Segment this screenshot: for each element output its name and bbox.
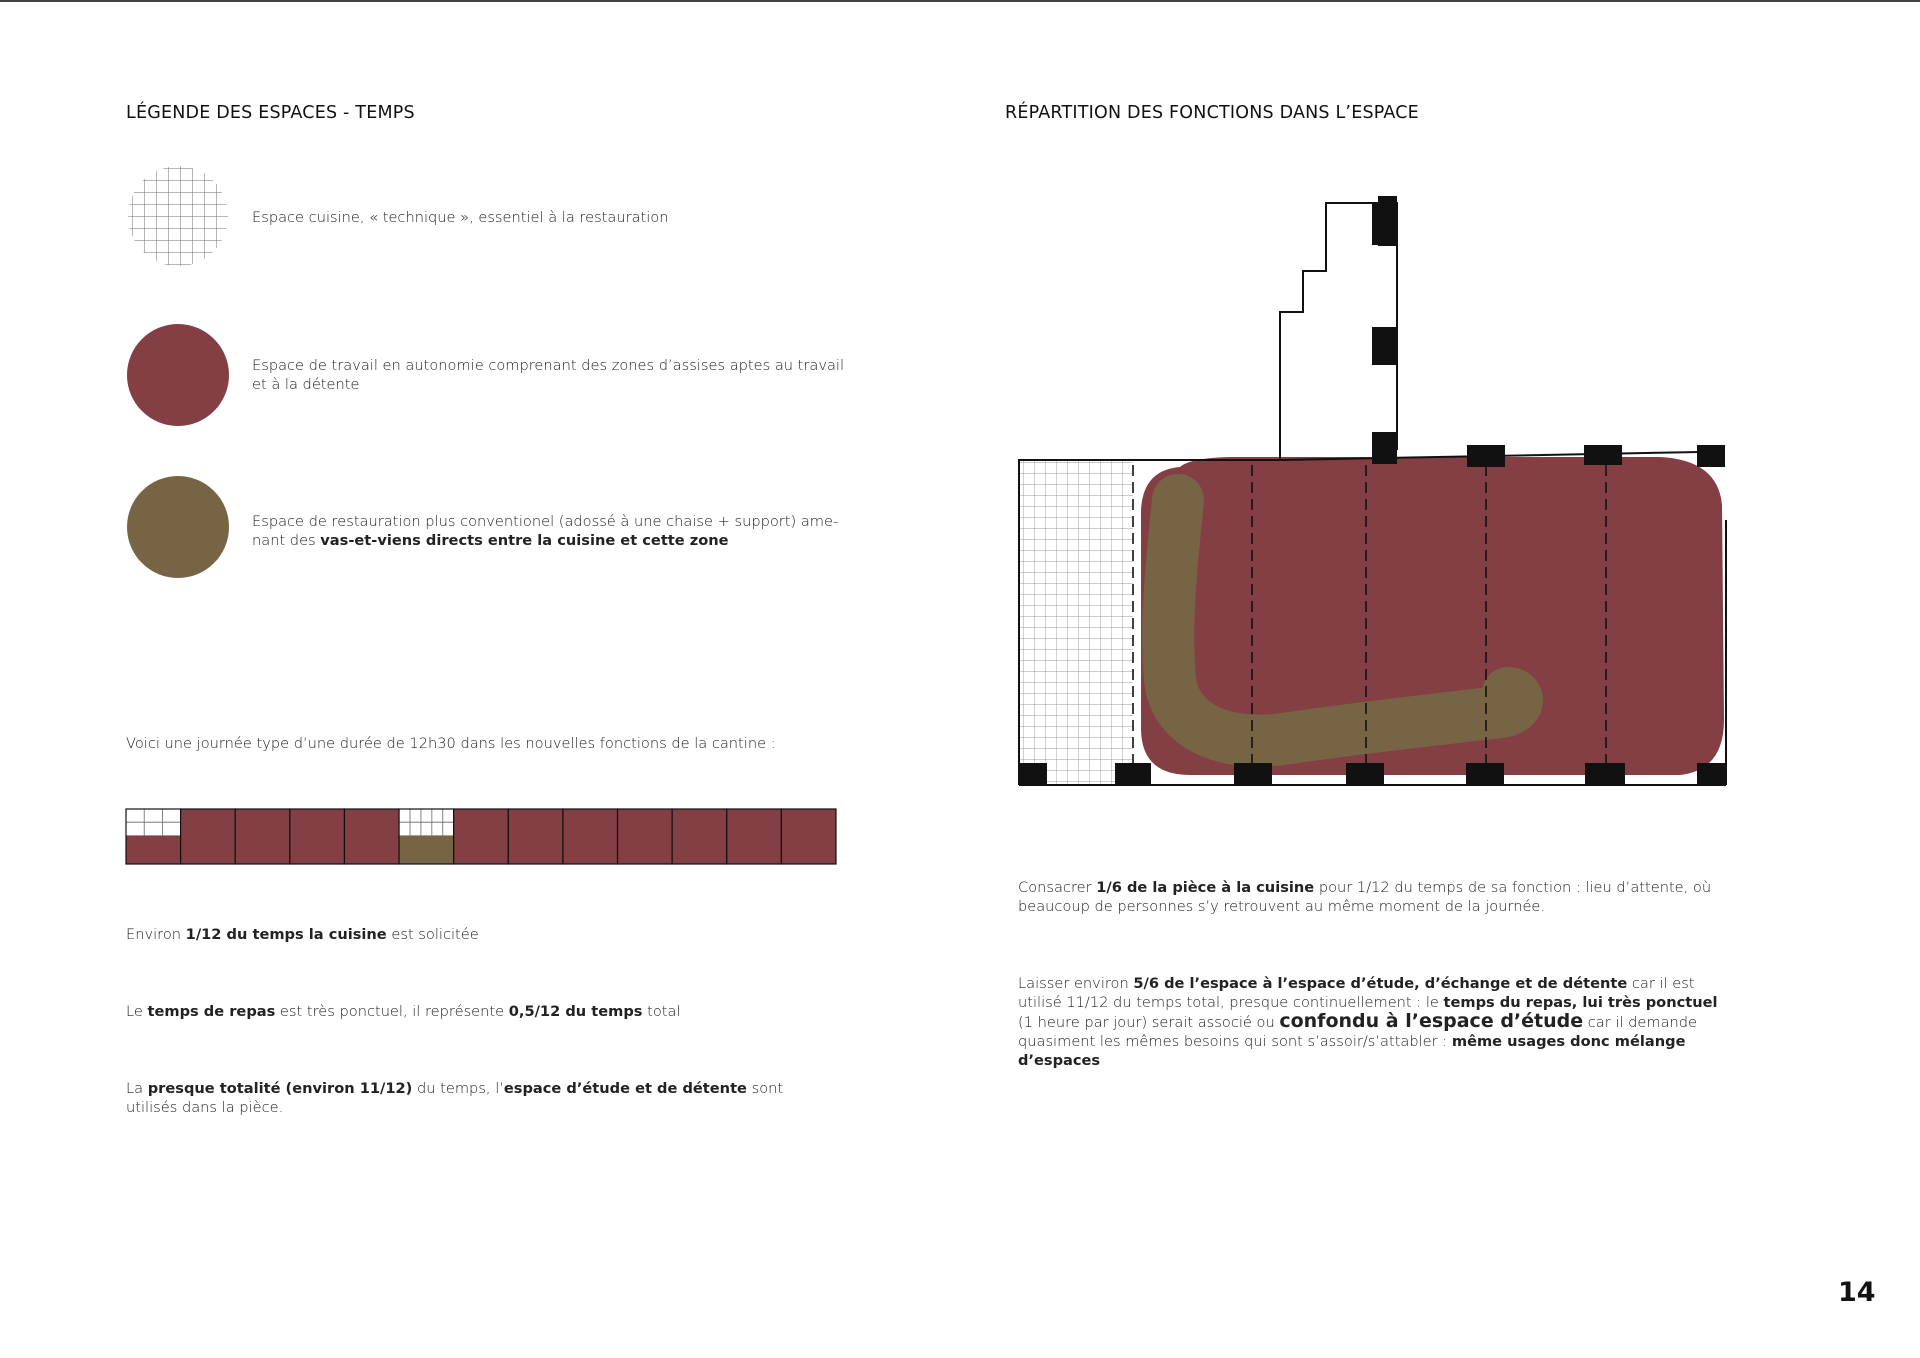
- timeline-slot: [181, 809, 236, 864]
- legend-dining-text: Espace de restauration plus conventionel (adossé à une chaise + support) ame-nant des vas-et-viens directs entre la cuisine et cette zone: [252, 513, 839, 549]
- dining-space-circle-icon: [127, 476, 229, 578]
- timeline-slot: [399, 809, 454, 864]
- timeline-intro: Voici une journée type d’une durée de 12h30 dans les nouvelles fonctions de la cantine :: [126, 735, 776, 752]
- timeline-slot: [672, 809, 727, 864]
- page-number: 14: [1838, 1277, 1876, 1308]
- floor-plan: [1019, 196, 1726, 785]
- timeline-slot: [727, 809, 782, 864]
- timeline-slot: [781, 809, 836, 864]
- timeline-slot: [344, 809, 399, 864]
- work-space-circle-icon: [127, 324, 229, 426]
- legend-kitchen-text: Espace cuisine, « technique », essentiel à la restauration: [252, 209, 669, 226]
- day-timeline: [126, 809, 836, 864]
- distribution-para-2: Laisser environ 5/6 de l’espace à l’espace d’étude, d’échange et de détente car il est utilisé 11/12 du temps total, presque continuellement : le temps du repas, lui très ponctuel (1 heure par jour) serait associé ou confondu à l’espace d’étude car il demande quasiment les mêmes besoins qui sont s’assoir/s’attabler : même usages donc mélange d’espaces: [1018, 975, 1718, 1069]
- stat-study: La presque totalité (environ 11/12) du temps, l’espace d’étude et de détente sont utilisés dans la pièce.: [126, 1080, 784, 1116]
- timeline-slot: [235, 809, 290, 864]
- timeline-slot: [618, 809, 673, 864]
- timeline-slot: [126, 809, 181, 864]
- distribution-para-1: Consacrer 1/6 de la pièce à la cuisine pour 1/12 du temps de sa fonction : lieu d’attente, où beaucoup de personnes s’y retrouvent au même moment de la journée.: [1018, 879, 1712, 915]
- timeline-slot: [290, 809, 345, 864]
- legend-work-text: Espace de travail en autonomie comprenant des zones d’assises aptes au travail et à la détente: [252, 357, 845, 393]
- distribution-title: RÉPARTITION DES FONCTIONS DANS L’ESPACE: [1005, 103, 1419, 123]
- kitchen-grid-icon: [126, 166, 230, 270]
- legend-title: LÉGENDE DES ESPACES - TEMPS: [126, 103, 415, 123]
- stat-meal: Le temps de repas est très ponctuel, il représente 0,5/12 du temps total: [126, 1003, 681, 1020]
- timeline-slot: [508, 809, 563, 864]
- stat-kitchen: Environ 1/12 du temps la cuisine est solicitée: [126, 926, 479, 943]
- timeline-slot: [563, 809, 618, 864]
- timeline-slot: [454, 809, 509, 864]
